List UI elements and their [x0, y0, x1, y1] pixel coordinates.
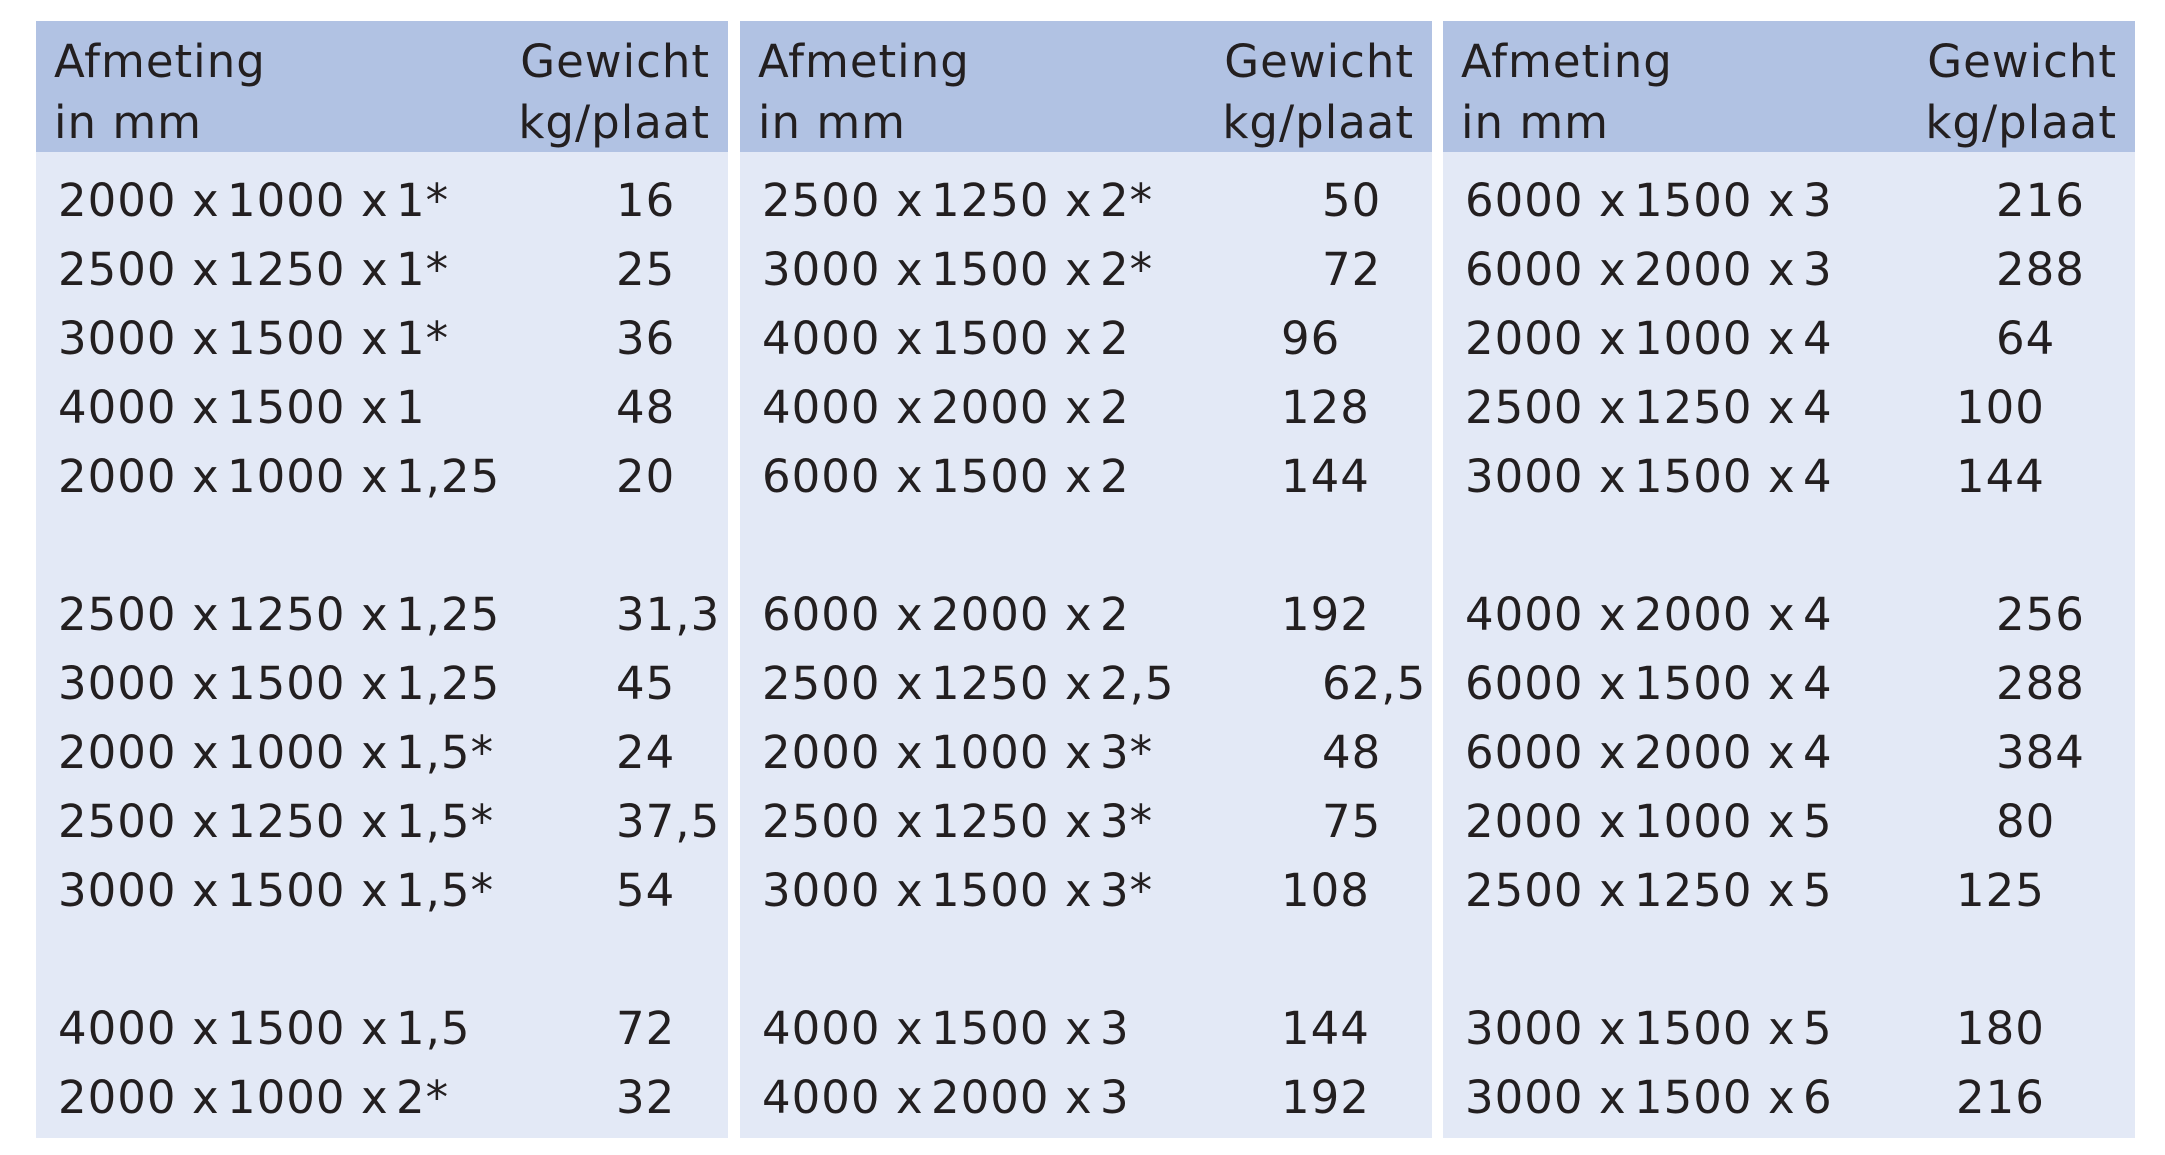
width-cell: 1500 [227, 1002, 346, 1055]
thickness-cell: 2,5 [1100, 657, 1175, 710]
times-sign: x [192, 657, 220, 710]
table-row [36, 718, 728, 787]
times-sign: x [361, 312, 389, 365]
length-cell: 4000 [762, 381, 881, 434]
weight-cell: 216 [1956, 1071, 2045, 1124]
times-sign: x [361, 174, 389, 227]
length-cell: 6000 [762, 588, 881, 641]
table-header [1443, 21, 2135, 152]
length-cell: 6000 [762, 450, 881, 503]
weight-cell: 31,3 [616, 588, 721, 641]
weight-cell: 100 [1956, 381, 2045, 434]
table-row [36, 373, 728, 442]
times-sign: x [896, 174, 924, 227]
times-sign: x [1065, 795, 1093, 848]
length-cell: 3000 [762, 864, 881, 917]
times-sign: x [1065, 1071, 1093, 1124]
times-sign: x [1768, 657, 1796, 710]
times-sign: x [1599, 243, 1627, 296]
width-cell: 1250 [931, 174, 1050, 227]
times-sign: x [896, 588, 924, 641]
thickness-cell: 2 [1100, 381, 1130, 434]
table-row [1443, 442, 2135, 511]
length-cell: 4000 [762, 1002, 881, 1055]
times-sign: x [1599, 381, 1627, 434]
thickness-cell: 2* [1100, 243, 1154, 296]
header-text: Gewicht [520, 35, 710, 88]
width-cell: 1500 [931, 312, 1050, 365]
times-sign: x [192, 795, 220, 848]
header-text: kg/plaat [1222, 96, 1414, 149]
times-sign: x [1065, 381, 1093, 434]
thickness-cell: 4 [1803, 450, 1833, 503]
times-sign: x [1768, 381, 1796, 434]
table-row [740, 166, 1432, 235]
length-cell: 2500 [762, 795, 881, 848]
thickness-cell: 3 [1803, 174, 1833, 227]
table-row [740, 649, 1432, 718]
table-row [36, 994, 728, 1063]
thickness-cell: 3 [1100, 1002, 1130, 1055]
length-cell: 4000 [58, 381, 177, 434]
table-header [36, 21, 728, 152]
times-sign: x [361, 795, 389, 848]
weight-column-header [518, 31, 710, 153]
thickness-cell: 1* [396, 243, 450, 296]
times-sign: x [1065, 450, 1093, 503]
thickness-cell: 3 [1803, 243, 1833, 296]
times-sign: x [1599, 312, 1627, 365]
length-cell: 2000 [58, 174, 177, 227]
width-cell: 2000 [931, 1071, 1050, 1124]
weight-cell: 144 [1281, 450, 1370, 503]
length-cell: 6000 [1465, 726, 1584, 779]
thickness-cell: 1,5* [396, 726, 495, 779]
weight-cell: 288 [1996, 243, 2085, 296]
table-row [740, 442, 1432, 511]
width-cell: 1500 [227, 657, 346, 710]
weight-cell: 24 [616, 726, 676, 779]
times-sign: x [1065, 174, 1093, 227]
weight-cell: 384 [1996, 726, 2085, 779]
times-sign: x [192, 726, 220, 779]
table-row [1443, 166, 2135, 235]
times-sign: x [896, 795, 924, 848]
dimension-column-header [1461, 31, 1673, 153]
length-cell: 4000 [762, 312, 881, 365]
thickness-cell: 1* [396, 312, 450, 365]
width-cell: 2000 [931, 381, 1050, 434]
width-cell: 1000 [227, 726, 346, 779]
times-sign: x [192, 864, 220, 917]
weight-cell: 125 [1956, 864, 2045, 917]
table-row [740, 718, 1432, 787]
table-row [1443, 718, 2135, 787]
times-sign: x [361, 381, 389, 434]
table-row [36, 166, 728, 235]
times-sign: x [1768, 312, 1796, 365]
thickness-cell: 2 [1100, 312, 1130, 365]
weight-cell: 37,5 [616, 795, 721, 848]
width-cell: 1500 [1634, 657, 1753, 710]
table-row [1443, 649, 2135, 718]
thickness-cell: 4 [1803, 312, 1833, 365]
table-row [740, 856, 1432, 925]
header-text: in mm [54, 96, 202, 149]
length-cell: 3000 [58, 312, 177, 365]
width-cell: 1250 [227, 243, 346, 296]
length-cell: 3000 [762, 243, 881, 296]
times-sign: x [1599, 588, 1627, 641]
width-cell: 2000 [1634, 726, 1753, 779]
times-sign: x [1768, 243, 1796, 296]
times-sign: x [192, 243, 220, 296]
length-cell: 2500 [58, 588, 177, 641]
times-sign: x [896, 243, 924, 296]
length-cell: 3000 [58, 657, 177, 710]
header-text: in mm [758, 96, 906, 149]
table-row [36, 856, 728, 925]
length-cell: 2500 [58, 795, 177, 848]
weight-cell: 72 [616, 1002, 676, 1055]
times-sign: x [1065, 726, 1093, 779]
width-cell: 1500 [931, 450, 1050, 503]
thickness-cell: 6 [1803, 1071, 1833, 1124]
times-sign: x [1599, 1002, 1627, 1055]
width-cell: 1250 [227, 588, 346, 641]
width-cell: 1500 [227, 381, 346, 434]
times-sign: x [1599, 726, 1627, 779]
times-sign: x [1768, 726, 1796, 779]
header-text: in mm [1461, 96, 1609, 149]
table-row [740, 304, 1432, 373]
thickness-cell: 1* [396, 174, 450, 227]
thickness-cell: 5 [1803, 1002, 1833, 1055]
times-sign: x [361, 1071, 389, 1124]
width-cell: 1000 [227, 450, 346, 503]
width-cell: 2000 [1634, 243, 1753, 296]
width-cell: 1500 [227, 312, 346, 365]
times-sign: x [1599, 450, 1627, 503]
table-row [36, 580, 728, 649]
width-cell: 2000 [1634, 588, 1753, 641]
thickness-cell: 5 [1803, 864, 1833, 917]
times-sign: x [896, 381, 924, 434]
length-cell: 3000 [58, 864, 177, 917]
width-cell: 1250 [227, 795, 346, 848]
times-sign: x [896, 1071, 924, 1124]
width-cell: 1250 [931, 657, 1050, 710]
times-sign: x [1768, 795, 1796, 848]
weight-cell: 288 [1996, 657, 2085, 710]
table-row [36, 442, 728, 511]
thickness-cell: 4 [1803, 381, 1833, 434]
weight-cell: 144 [1956, 450, 2045, 503]
width-cell: 1500 [1634, 450, 1753, 503]
times-sign: x [1768, 450, 1796, 503]
weight-cell: 128 [1281, 381, 1370, 434]
weight-cell: 108 [1281, 864, 1370, 917]
weight-cell: 192 [1281, 588, 1370, 641]
table-row [36, 235, 728, 304]
thickness-cell: 3 [1100, 1071, 1130, 1124]
length-cell: 2500 [1465, 864, 1584, 917]
length-cell: 2500 [762, 657, 881, 710]
times-sign: x [896, 1002, 924, 1055]
table-row [740, 994, 1432, 1063]
times-sign: x [896, 312, 924, 365]
length-cell: 2500 [1465, 381, 1584, 434]
times-sign: x [1768, 1071, 1796, 1124]
weight-cell: 180 [1956, 1002, 2045, 1055]
weight-cell: 16 [616, 174, 676, 227]
thickness-cell: 3* [1100, 726, 1154, 779]
table-row [36, 787, 728, 856]
width-cell: 2000 [931, 588, 1050, 641]
times-sign: x [1065, 1002, 1093, 1055]
weight-cell: 45 [616, 657, 676, 710]
times-sign: x [896, 450, 924, 503]
length-cell: 2000 [58, 450, 177, 503]
table-row [1443, 304, 2135, 373]
table-row [1443, 787, 2135, 856]
width-cell: 1000 [1634, 795, 1753, 848]
thickness-cell: 5 [1803, 795, 1833, 848]
times-sign: x [361, 726, 389, 779]
thickness-cell: 2* [396, 1071, 450, 1124]
table-row [1443, 373, 2135, 442]
table-panel [36, 21, 728, 1138]
thickness-cell: 4 [1803, 588, 1833, 641]
weight-cell: 50 [1322, 174, 1382, 227]
thickness-cell: 1,25 [396, 450, 501, 503]
times-sign: x [896, 657, 924, 710]
length-cell: 2000 [58, 726, 177, 779]
length-cell: 2000 [1465, 312, 1584, 365]
times-sign: x [1768, 864, 1796, 917]
dimension-column-header [758, 31, 970, 153]
thickness-cell: 2 [1100, 450, 1130, 503]
length-cell: 6000 [1465, 243, 1584, 296]
table-row [1443, 856, 2135, 925]
thickness-cell: 1 [396, 381, 426, 434]
width-cell: 1500 [931, 1002, 1050, 1055]
weight-cell: 96 [1281, 312, 1341, 365]
header-text: kg/plaat [1925, 96, 2117, 149]
length-cell: 2500 [762, 174, 881, 227]
times-sign: x [192, 174, 220, 227]
times-sign: x [1065, 657, 1093, 710]
thickness-cell: 2* [1100, 174, 1154, 227]
width-cell: 1500 [1634, 174, 1753, 227]
width-cell: 1500 [1634, 1071, 1753, 1124]
weight-cell: 80 [1996, 795, 2056, 848]
times-sign: x [361, 864, 389, 917]
times-sign: x [1065, 312, 1093, 365]
length-cell: 2000 [762, 726, 881, 779]
table-row [740, 235, 1432, 304]
weight-cell: 192 [1281, 1071, 1370, 1124]
table-row [740, 580, 1432, 649]
length-cell: 2000 [58, 1071, 177, 1124]
times-sign: x [192, 450, 220, 503]
thickness-cell: 1,5 [396, 1002, 471, 1055]
times-sign: x [192, 588, 220, 641]
weight-cell: 54 [616, 864, 676, 917]
weight-column-header [1925, 31, 2117, 153]
weight-cell: 32 [616, 1071, 676, 1124]
weight-cell: 75 [1322, 795, 1382, 848]
length-cell: 3000 [1465, 1071, 1584, 1124]
table-row [36, 1063, 728, 1132]
weight-cell: 64 [1996, 312, 2056, 365]
width-cell: 1000 [931, 726, 1050, 779]
times-sign: x [896, 726, 924, 779]
times-sign: x [1599, 657, 1627, 710]
table-row [1443, 994, 2135, 1063]
weight-cell: 62,5 [1322, 657, 1427, 710]
weight-cell: 72 [1322, 243, 1382, 296]
times-sign: x [1599, 174, 1627, 227]
length-cell: 4000 [1465, 588, 1584, 641]
header-text: Afmeting [758, 35, 970, 88]
times-sign: x [1065, 243, 1093, 296]
times-sign: x [361, 657, 389, 710]
length-cell: 2500 [58, 243, 177, 296]
times-sign: x [192, 1002, 220, 1055]
table-row [36, 304, 728, 373]
table-row [36, 649, 728, 718]
times-sign: x [361, 450, 389, 503]
times-sign: x [896, 864, 924, 917]
table-panel [1443, 21, 2135, 1138]
weight-cell: 144 [1281, 1002, 1370, 1055]
thickness-cell: 1,25 [396, 657, 501, 710]
times-sign: x [192, 381, 220, 434]
thickness-cell: 4 [1803, 657, 1833, 710]
width-cell: 1000 [1634, 312, 1753, 365]
times-sign: x [1599, 864, 1627, 917]
table-header [740, 21, 1432, 152]
table-row [740, 787, 1432, 856]
times-sign: x [1768, 1002, 1796, 1055]
thickness-cell: 1,25 [396, 588, 501, 641]
header-text: Gewicht [1224, 35, 1414, 88]
length-cell: 4000 [58, 1002, 177, 1055]
times-sign: x [1768, 588, 1796, 641]
times-sign: x [1599, 1071, 1627, 1124]
width-cell: 1250 [931, 795, 1050, 848]
times-sign: x [361, 243, 389, 296]
width-cell: 1250 [1634, 864, 1753, 917]
length-cell: 2000 [1465, 795, 1584, 848]
times-sign: x [192, 312, 220, 365]
length-cell: 3000 [1465, 450, 1584, 503]
table-row [1443, 580, 2135, 649]
width-cell: 1500 [931, 243, 1050, 296]
weight-cell: 48 [1322, 726, 1382, 779]
weight-column-header [1222, 31, 1414, 153]
length-cell: 3000 [1465, 1002, 1584, 1055]
weight-cell: 256 [1996, 588, 2085, 641]
width-cell: 1500 [1634, 1002, 1753, 1055]
width-cell: 1500 [227, 864, 346, 917]
weight-cell: 48 [616, 381, 676, 434]
times-sign: x [1065, 864, 1093, 917]
header-text: Afmeting [54, 35, 266, 88]
times-sign: x [361, 1002, 389, 1055]
width-cell: 1000 [227, 1071, 346, 1124]
thickness-cell: 2 [1100, 588, 1130, 641]
times-sign: x [1768, 174, 1796, 227]
thickness-cell: 3* [1100, 795, 1154, 848]
weight-cell: 25 [616, 243, 676, 296]
length-cell: 4000 [762, 1071, 881, 1124]
header-text: kg/plaat [518, 96, 710, 149]
header-text: Afmeting [1461, 35, 1673, 88]
width-cell: 1250 [1634, 381, 1753, 434]
times-sign: x [1065, 588, 1093, 641]
times-sign: x [361, 588, 389, 641]
thickness-cell: 1,5* [396, 864, 495, 917]
weight-cell: 216 [1996, 174, 2085, 227]
length-cell: 6000 [1465, 174, 1584, 227]
table-row [1443, 1063, 2135, 1132]
thickness-cell: 3* [1100, 864, 1154, 917]
times-sign: x [192, 1071, 220, 1124]
times-sign: x [1599, 795, 1627, 848]
header-text: Gewicht [1927, 35, 2117, 88]
length-cell: 6000 [1465, 657, 1584, 710]
width-cell: 1000 [227, 174, 346, 227]
table-row [740, 1063, 1432, 1132]
table-row [1443, 235, 2135, 304]
table-row [740, 373, 1432, 442]
weight-cell: 20 [616, 450, 676, 503]
table-panel [740, 21, 1432, 1138]
thickness-cell: 1,5* [396, 795, 495, 848]
weight-cell: 36 [616, 312, 676, 365]
width-cell: 1500 [931, 864, 1050, 917]
dimension-column-header [54, 31, 266, 153]
thickness-cell: 4 [1803, 726, 1833, 779]
